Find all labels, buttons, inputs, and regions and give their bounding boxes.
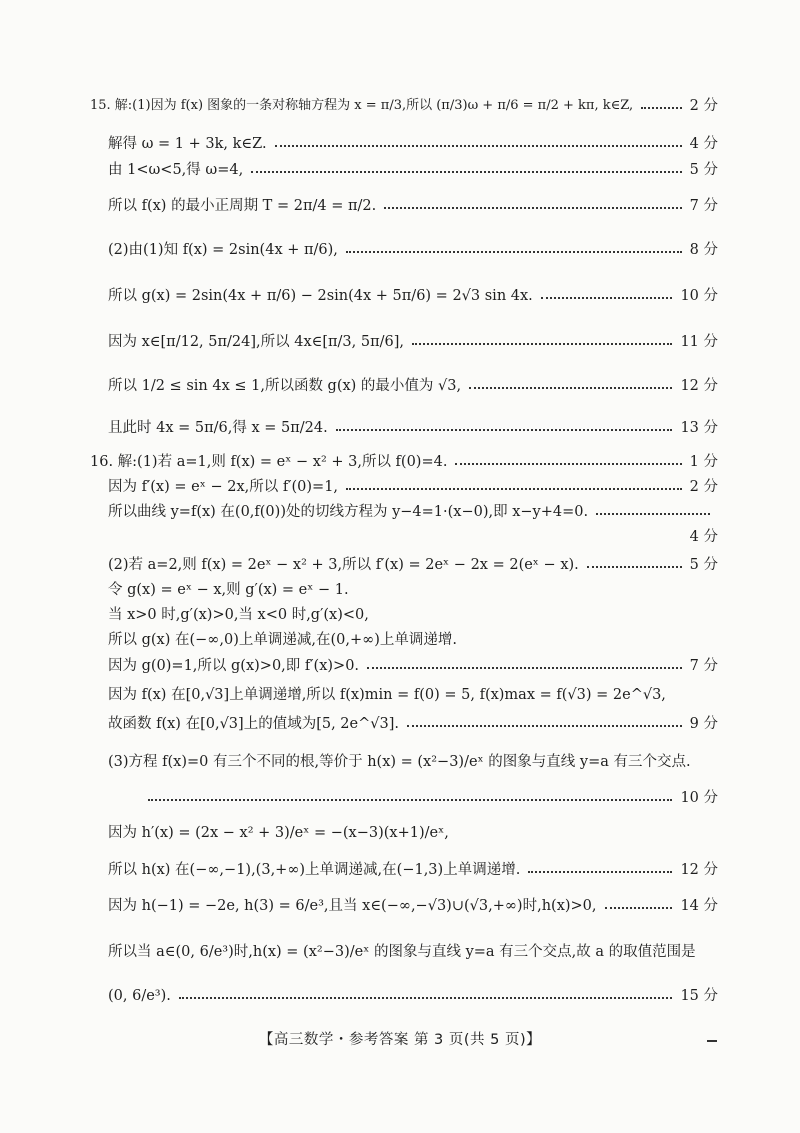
q16-line-13	[108, 860, 718, 880]
dot-leader	[605, 907, 673, 909]
q16-line-10	[108, 714, 718, 734]
q16-line-15	[108, 942, 718, 962]
q16-line-3-text: 所以曲线 y=f(x) 在(0,f(0))处的切线方程为 y−4=1·(x−0),即 x−y+4=0.	[108, 504, 589, 520]
q15-line-5-score: 8 分	[689, 242, 718, 258]
q16-line-4	[108, 555, 718, 575]
q16-line-6	[108, 605, 718, 625]
q16-line-2-text: 因为 f′(x) = eˣ − 2x,所以 f′(0)=1,	[108, 479, 339, 495]
dot-leader	[346, 488, 682, 490]
dot-leader	[407, 725, 682, 727]
q16-line-7	[108, 630, 718, 650]
q15-line-9-text: 且此时 4x = 5π/6,得 x = 5π/24.	[108, 420, 328, 436]
q16-line-4-text: (2)若 a=2,则 f(x) = 2eˣ − x² + 3,所以 f′(x) = 2eˣ − 2x = 2(eˣ − x).	[108, 557, 579, 573]
q15-line-6-text: 所以 g(x) = 2sin(4x + π/6) − 2sin(4x + 5π/6) = 2√3 sin 4x.	[108, 288, 533, 304]
q15-line-7-score: 11 分	[680, 334, 718, 350]
q15-line-9	[108, 418, 718, 438]
dot-leader	[455, 463, 681, 465]
q15-line-4-text: 所以 f(x) 的最小正周期 T = 2π/4 = π/2.	[108, 198, 377, 214]
q16-line-3-score-row	[108, 527, 718, 547]
q16-line-11	[108, 752, 718, 772]
q15-line-8-text: 所以 1/2 ≤ sin 4x ≤ 1,所以函数 g(x) 的最小值为 √3,	[108, 378, 462, 394]
dot-leader	[367, 667, 682, 669]
q16-line-2	[108, 477, 718, 497]
q15-line-4	[108, 196, 718, 216]
q16-line-14-text: 因为 h(−1) = −2e, h(3) = 6/e³,且当 x∈(−∞,−√3)∪(√3,+∞)时,h(x)>0,	[108, 898, 597, 914]
dot-leader	[596, 513, 710, 515]
q15-line-3	[108, 160, 718, 180]
dot-leader	[251, 171, 681, 173]
dot-leader	[587, 566, 682, 568]
q16-line-9-text: 因为 f(x) 在[0,√3]上单调递增,所以 f(x)min = f(0) = 5, f(x)max = f(√3) = 2e^√3,	[108, 687, 666, 703]
dot-leader	[469, 387, 672, 389]
q15-line-5-text: (2)由(1)知 f(x) = 2sin(4x + π/6),	[108, 242, 338, 258]
dot-leader	[384, 207, 681, 209]
q16-line-1-score: 1 分	[689, 454, 718, 470]
q15-line-6	[108, 286, 718, 306]
q15-line-6-score: 10 分	[680, 288, 718, 304]
q15-line-4-score: 7 分	[689, 198, 718, 214]
dot-leader	[412, 343, 672, 345]
q16-line-8-text: 因为 g(0)=1,所以 g(x)>0,即 f′(x)>0.	[108, 658, 360, 674]
q16-line-5	[108, 580, 718, 600]
dot-leader	[528, 871, 672, 873]
dot-leader	[641, 107, 681, 109]
q16-line-14-score: 14 分	[680, 898, 718, 914]
corner-mark	[707, 1040, 717, 1042]
q15-line-3-score: 5 分	[689, 162, 718, 178]
q15-line-1	[90, 96, 718, 116]
q15-line-7-text: 因为 x∈[π/12, 5π/24],所以 4x∈[π/3, 5π/6],	[108, 334, 405, 350]
q16-line-13-score: 12 分	[680, 862, 718, 878]
q16-line-1	[90, 452, 718, 472]
q16-line-11-score: 10 分	[680, 790, 718, 806]
q15-line-1-text: 15. 解:(1)因为 f(x) 图象的一条对称轴方程为 x = π/3,所以 (π/3)ω + π/6 = π/2 + kπ, k∈Z,	[90, 98, 634, 113]
q16-line-6-text: 当 x>0 时,g′(x)>0,当 x<0 时,g′(x)<0,	[108, 607, 369, 623]
q15-line-1-score: 2 分	[689, 98, 718, 114]
q16-line-10-text: 故函数 f(x) 在[0,√3]上的值域为[5, 2e^√3].	[108, 716, 399, 732]
dot-leader	[148, 799, 672, 801]
q16-line-8-score: 7 分	[689, 658, 718, 674]
q16-line-3-score: 4 分	[689, 529, 718, 545]
dot-leader	[346, 251, 682, 253]
q16-line-12	[108, 823, 718, 843]
q15-line-2	[108, 134, 718, 154]
q15-line-8-score: 12 分	[680, 378, 718, 394]
q16-line-9	[108, 685, 718, 705]
q15-line-5	[108, 240, 718, 260]
dot-leader	[336, 429, 673, 431]
q16-line-7-text: 所以 g(x) 在(−∞,0)上单调递减,在(0,+∞)上单调递增.	[108, 632, 457, 648]
q16-line-3	[108, 502, 718, 522]
q16-line-16-text: (0, 6/e³).	[108, 988, 171, 1004]
page-footer: 【高三数学・参考答案 第 3 页(共 5 页)】	[258, 1032, 542, 1048]
dot-leader	[541, 297, 673, 299]
q16-line-13-text: 所以 h(x) 在(−∞,−1),(3,+∞)上单调递减,在(−1,3)上单调递增.	[108, 862, 521, 878]
q16-line-16-score: 15 分	[680, 988, 718, 1004]
q15-line-8	[108, 376, 718, 396]
q15-line-2-score: 4 分	[689, 136, 718, 152]
q16-line-4-score: 5 分	[689, 557, 718, 573]
q16-line-8	[108, 656, 718, 676]
q16-line-15-text: 所以当 a∈(0, 6/e³)时,h(x) = (x²−3)/eˣ 的图象与直线 y=a 有三个交点,故 a 的取值范围是	[108, 944, 696, 960]
q16-line-1-text: 16. 解:(1)若 a=1,则 f(x) = eˣ − x² + 3,所以 f(0)=4.	[90, 454, 448, 470]
q16-line-2-score: 2 分	[689, 479, 718, 495]
q15-line-3-text: 由 1<ω<5,得 ω=4,	[108, 162, 244, 178]
q16-line-11-score-row	[108, 788, 718, 808]
q15-line-7	[108, 332, 718, 352]
q16-line-11-text: (3)方程 f(x)=0 有三个不同的根,等价于 h(x) = (x²−3)/eˣ 的图象与直线 y=a 有三个交点.	[108, 754, 691, 770]
q15-line-9-score: 13 分	[680, 420, 718, 436]
q16-line-16	[108, 986, 718, 1006]
dot-leader	[275, 145, 682, 147]
q16-line-5-text: 令 g(x) = eˣ − x,则 g′(x) = eˣ − 1.	[108, 582, 349, 598]
q16-line-12-text: 因为 h′(x) = (2x − x² + 3)/eˣ = −(x−3)(x+1)/eˣ,	[108, 825, 449, 841]
q16-line-10-score: 9 分	[689, 716, 718, 732]
q16-line-14	[108, 896, 718, 916]
q15-line-2-text: 解得 ω = 1 + 3k, k∈Z.	[108, 136, 267, 152]
dot-leader	[179, 997, 673, 999]
